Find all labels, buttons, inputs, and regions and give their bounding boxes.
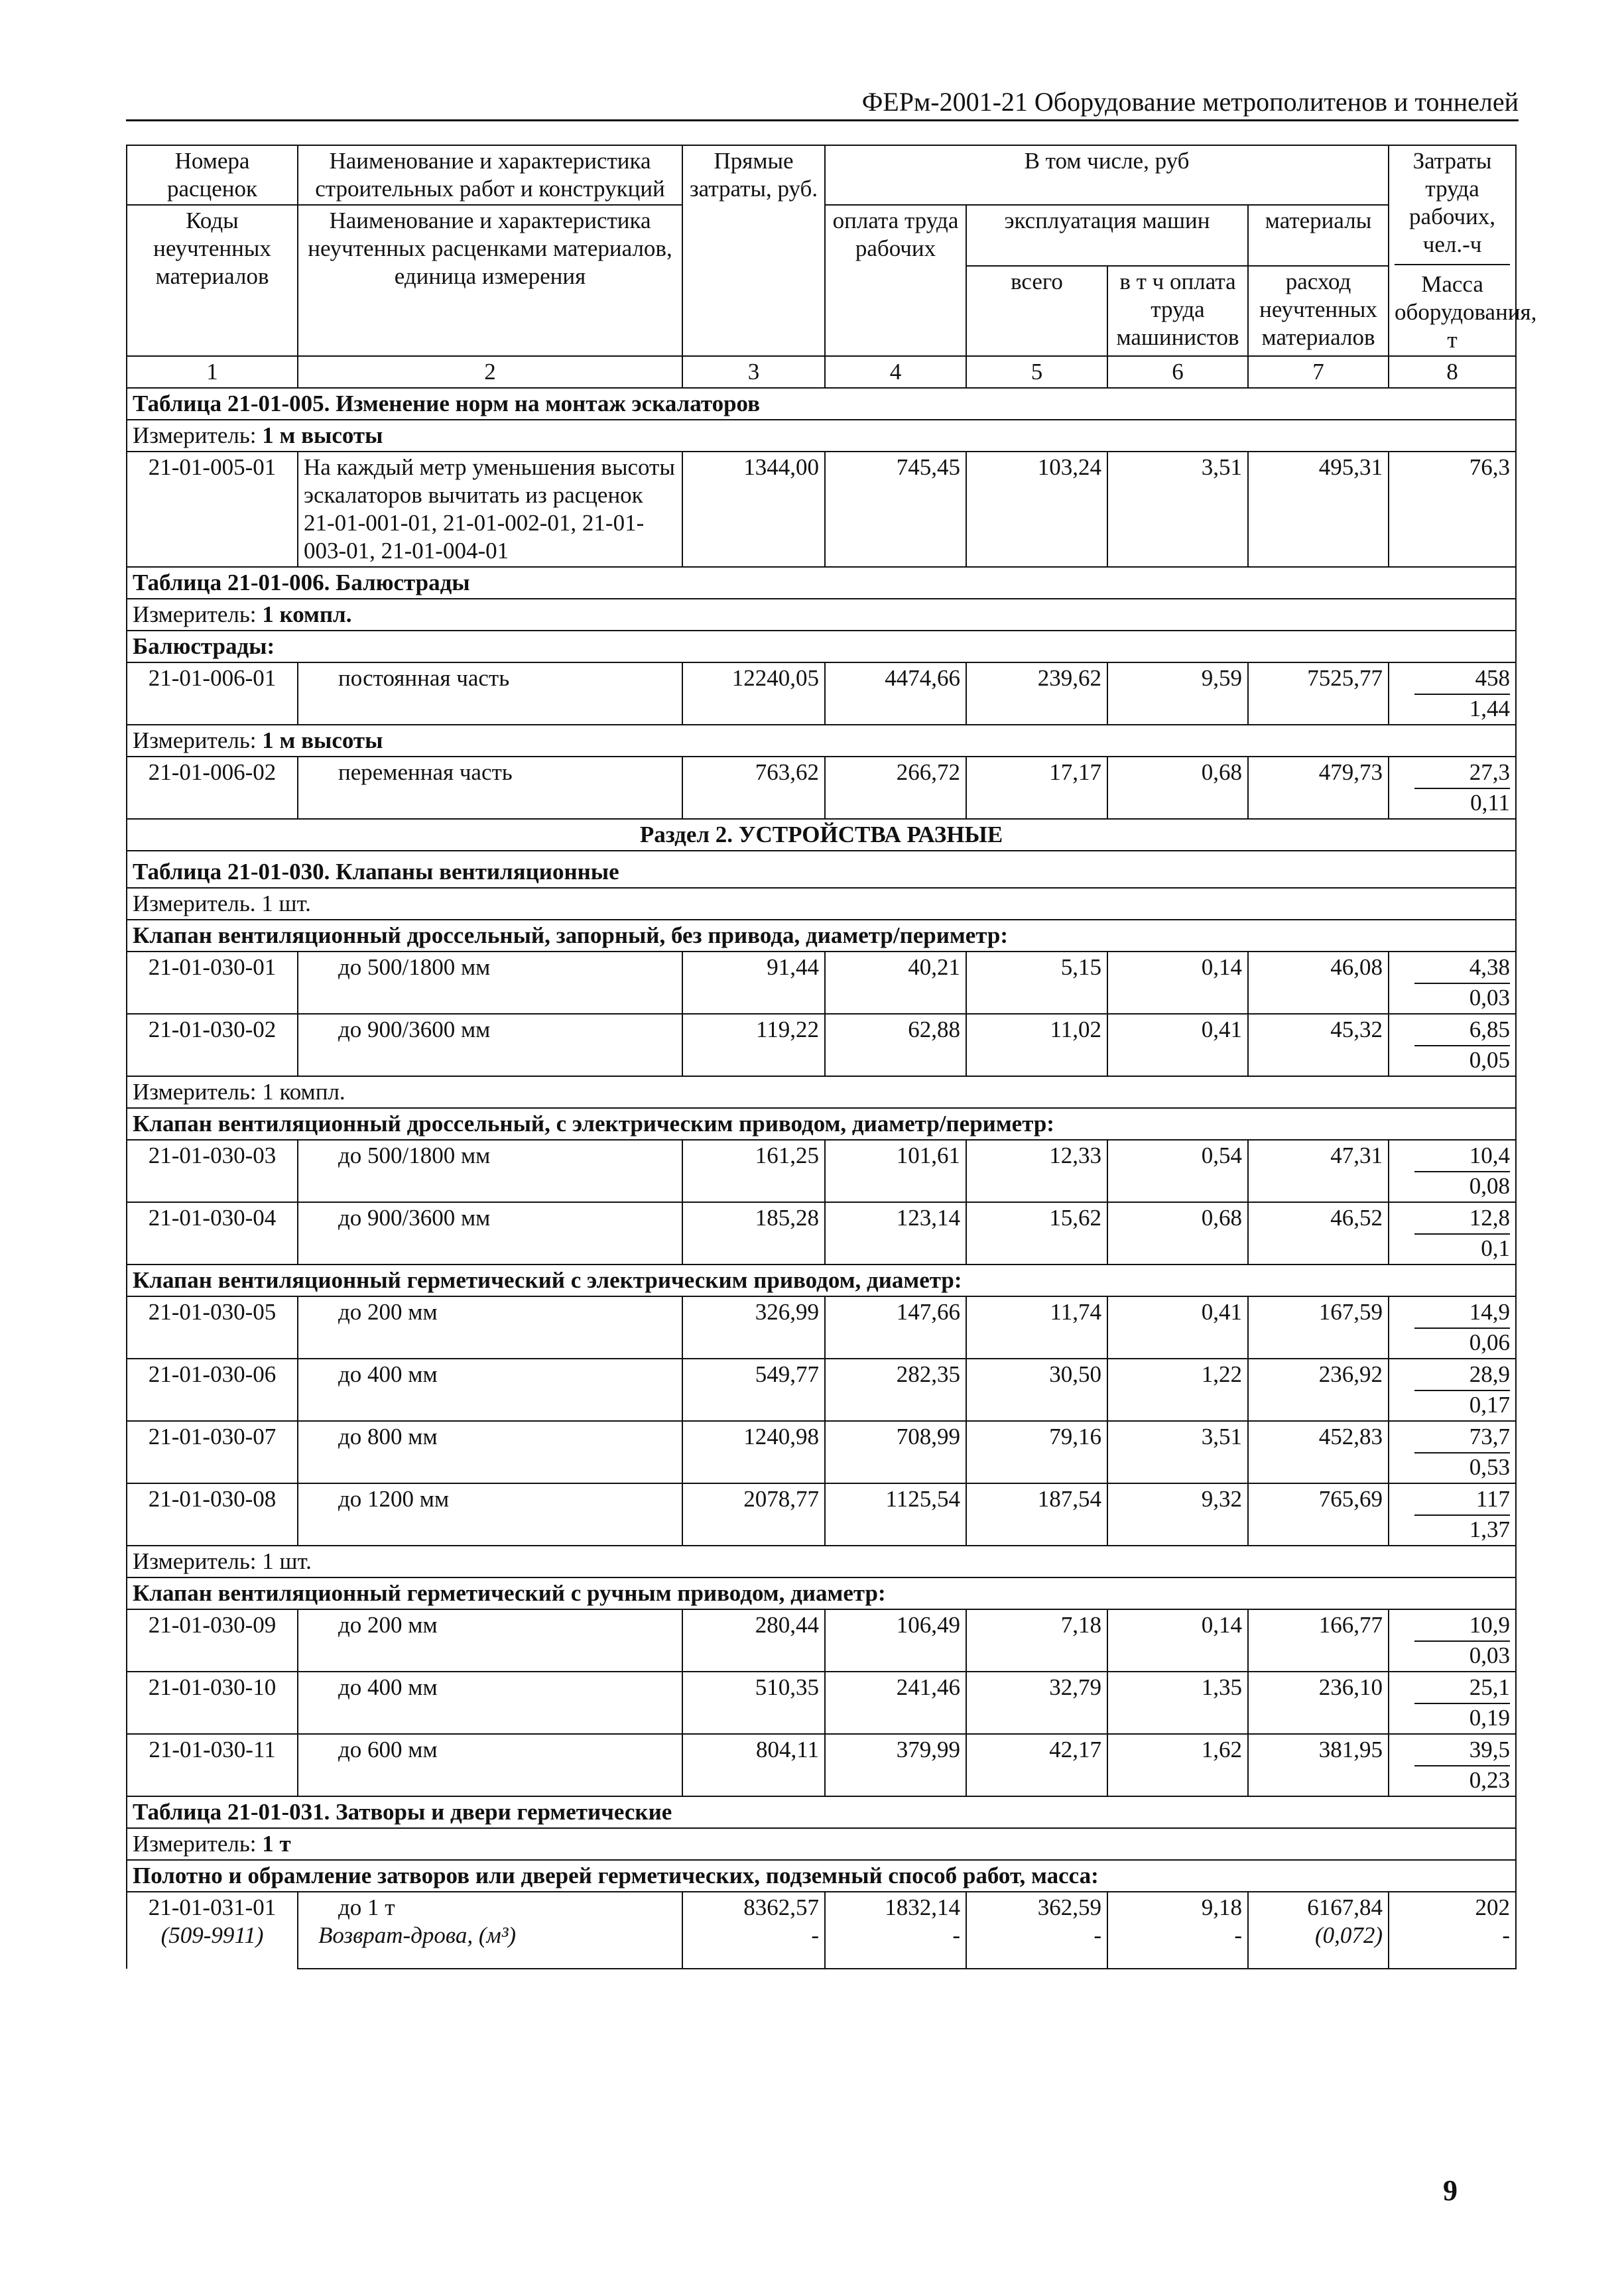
materials-cost: 166,77: [1248, 1609, 1389, 1672]
material-direct: -: [811, 1922, 819, 1948]
equipment-mass: 0,1: [1481, 1235, 1511, 1261]
equipment-mass: 0,05: [1469, 1047, 1511, 1073]
materials-cost: 7525,77: [1248, 662, 1389, 725]
measure-unit: 1 т: [262, 1831, 291, 1857]
machinist-labor: 9,59: [1107, 662, 1248, 725]
machinist-labor: 0,41: [1107, 1296, 1248, 1359]
labor-hours: 202: [1475, 1894, 1511, 1920]
machine-cost: 15,62: [966, 1202, 1107, 1265]
direct-cost: 549,77: [682, 1359, 825, 1421]
labor-hours: 117: [1414, 1485, 1510, 1516]
measure-unit: 1 м высоты: [262, 422, 383, 448]
labor-cost: 62,88: [825, 1014, 966, 1076]
labor-cost: 1832,14: [885, 1894, 960, 1920]
labor-cost: 101,61: [825, 1140, 966, 1202]
machine-cost: 42,17: [966, 1734, 1107, 1796]
direct-cost: 763,62: [682, 757, 825, 819]
table-030-group-3: Клапан вентиляционный герметический с электрическим приводом, диаметр:: [127, 1265, 1516, 1296]
machine-cost: 12,33: [966, 1140, 1107, 1202]
hdr-col2-top: Наименование и характеристика строительных работ и конструкций: [298, 145, 682, 205]
hdr-col1-top: Номера расценок: [127, 145, 298, 205]
machine-cost: 103,24: [966, 452, 1107, 567]
material-amount: (0,072): [1314, 1922, 1383, 1948]
colnum-1: 1: [127, 356, 298, 388]
direct-cost: 119,22: [682, 1014, 825, 1076]
table-row: [127, 1296, 1516, 1359]
table-030-group-4: Клапан вентиляционный герметический с ручным приводом, диаметр:: [127, 1577, 1516, 1609]
table-031-measure: [127, 1828, 1516, 1860]
direct-cost: 161,25: [682, 1140, 825, 1202]
materials-cost: 765,69: [1248, 1483, 1389, 1546]
machine-cost: 11,02: [966, 1014, 1107, 1076]
labor-hours: 76,3: [1389, 452, 1516, 567]
hdr-col8: [1389, 145, 1537, 356]
hours-mass: [1389, 1140, 1516, 1202]
machinist-labor: 1,22: [1107, 1359, 1248, 1421]
machine-cost: 239,62: [966, 662, 1107, 725]
materials-cost: 46,08: [1248, 952, 1389, 1014]
machinist-labor: 0,41: [1107, 1014, 1248, 1076]
rate-name: до 200 мм: [298, 1296, 682, 1359]
equipment-mass: 0,23: [1469, 1767, 1511, 1793]
header-rule: [126, 119, 1519, 121]
table-row: [127, 1483, 1516, 1546]
machine-cost: 187,54: [966, 1483, 1107, 1546]
materials-cost: 381,95: [1248, 1734, 1389, 1796]
equipment-mass: 0,03: [1469, 985, 1511, 1011]
material-name: Возврат-дрова, (м³): [318, 1922, 516, 1948]
labor-hours: 12,8: [1414, 1204, 1510, 1235]
hdr-col3: Прямые затраты, руб.: [682, 145, 825, 356]
labor-hours: 27,3: [1414, 759, 1510, 789]
hdr-col1-bottom: Коды неучтенных материалов: [127, 205, 298, 356]
table-006-measure-2: [127, 725, 1516, 757]
materials-cost: 167,59: [1248, 1296, 1389, 1359]
labor-cost: 708,99: [825, 1421, 966, 1483]
materials-cost: 495,31: [1248, 452, 1389, 567]
equipment-mass: 0,08: [1469, 1173, 1511, 1199]
header-row-1: [127, 145, 1516, 205]
labor-cost: 147,66: [825, 1296, 966, 1359]
rate-name: до 500/1800 мм: [298, 1140, 682, 1202]
hours-mass: [1389, 757, 1516, 819]
machine-cost: 32,79: [966, 1672, 1107, 1734]
labor-cost: 106,49: [825, 1609, 966, 1672]
machinist-labor: 0,14: [1107, 1609, 1248, 1672]
direct-cost: 280,44: [682, 1609, 825, 1672]
rate-name: переменная часть: [298, 757, 682, 819]
rate-code: 21-01-006-02: [127, 757, 298, 819]
machine-cost: 11,74: [966, 1296, 1107, 1359]
rate-code-cell: [127, 1892, 298, 1969]
colnum-7: 7: [1248, 356, 1389, 388]
table-006-measure-1: [127, 599, 1516, 631]
running-header: ФЕРм-2001-21 Оборудование метрополитенов и тоннелей: [861, 87, 1519, 117]
direct-cost: 12240,05: [682, 662, 825, 725]
table-row: [127, 1672, 1516, 1734]
table-row: [127, 1421, 1516, 1483]
table-row: [127, 757, 1516, 819]
rates-table: [126, 145, 1537, 1969]
rate-name: до 400 мм: [298, 1672, 682, 1734]
table-030-measure-2: Измеритель: 1 компл.: [127, 1076, 1516, 1108]
machine-cost: 7,18: [966, 1609, 1107, 1672]
table-row: [127, 452, 1516, 567]
machinist-labor: 0,54: [1107, 1140, 1248, 1202]
rate-code: 21-01-030-07: [127, 1421, 298, 1483]
hours-mass: [1389, 1296, 1516, 1359]
measure-label: Измеритель:: [133, 727, 263, 753]
table-006-group: Балюстрады:: [127, 631, 1516, 662]
machine-cost: 5,15: [966, 952, 1107, 1014]
rate-code: 21-01-030-09: [127, 1609, 298, 1672]
rate-code: 21-01-030-04: [127, 1202, 298, 1265]
labor-hours: 4,38: [1414, 954, 1510, 984]
labor-hours: 6,85: [1414, 1016, 1510, 1046]
direct-cost: 510,35: [682, 1672, 825, 1734]
direct-cost: 804,11: [682, 1734, 825, 1796]
table-row: [127, 1359, 1516, 1421]
table-031-group: Полотно и обрамление затворов или дверей герметических, подземный способ работ, масса:: [127, 1860, 1516, 1892]
colnum-4: 4: [825, 356, 966, 388]
machinist-labor: 0,68: [1107, 1202, 1248, 1265]
hours-mass: [1389, 1359, 1516, 1421]
materials-cost: 236,92: [1248, 1359, 1389, 1421]
column-numbers-row: [127, 356, 1516, 388]
rate-name: до 800 мм: [298, 1421, 682, 1483]
hdr-col7: расход неучтенных материалов: [1248, 266, 1389, 356]
hdr-col5: всего: [966, 266, 1107, 356]
measure-label: Измеритель:: [133, 1831, 263, 1857]
rate-code: 21-01-030-11: [127, 1734, 298, 1796]
machinist-labor: 0,68: [1107, 757, 1248, 819]
rate-name: до 400 мм: [298, 1359, 682, 1421]
materials-cost: 45,32: [1248, 1014, 1389, 1076]
table-030-measure-3: Измеритель: 1 шт.: [127, 1546, 1516, 1577]
table-row: [127, 662, 1516, 725]
materials-cost: 47,31: [1248, 1140, 1389, 1202]
measure-unit: 1 компл.: [262, 601, 352, 627]
measure-label: Измеритель:: [133, 422, 263, 448]
equipment-mass: 0,53: [1469, 1454, 1511, 1480]
materials-cost: 46,52: [1248, 1202, 1389, 1265]
materials-cost: 6167,84: [1307, 1894, 1383, 1920]
hours-mass: [1389, 1014, 1516, 1076]
rate-code: 21-01-030-08: [127, 1483, 298, 1546]
rate-name: постоянная часть: [298, 662, 682, 725]
hdr-col4: оплата труда рабочих: [825, 205, 966, 356]
table-005-title: Таблица 21-01-005. Изменение норм на монтаж эскалаторов: [127, 388, 1516, 420]
materials-cost: 479,73: [1248, 757, 1389, 819]
labor-hours: 14,9: [1414, 1298, 1510, 1329]
page-number: 9: [1443, 2174, 1458, 2207]
material-mach-labor: -: [1234, 1922, 1242, 1948]
table-030-group-2: Клапан вентиляционный дроссельный, с электрическим приводом, диаметр/периметр:: [127, 1108, 1516, 1140]
hours-mass: [1389, 1672, 1516, 1734]
colnum-6: 6: [1107, 356, 1248, 388]
hdr-machines: эксплуатация машин: [966, 205, 1248, 266]
materials-cost: 452,83: [1248, 1421, 1389, 1483]
rate-code: 21-01-031-01: [148, 1894, 277, 1920]
equipment-mass: 0,06: [1469, 1329, 1511, 1355]
direct-cost: 91,44: [682, 952, 825, 1014]
direct-cost: 1344,00: [682, 452, 825, 567]
rate-name: до 900/3600 мм: [298, 1202, 682, 1265]
rate-code: 21-01-006-01: [127, 662, 298, 725]
table-005-measure: [127, 420, 1516, 452]
material-hours: -: [1502, 1922, 1511, 1948]
table-030-measure-1: Измеритель. 1 шт.: [127, 888, 1516, 920]
machine-cost: 362,59: [1037, 1894, 1101, 1920]
hours-mass: [1389, 1483, 1516, 1546]
machine-cost: 17,17: [966, 757, 1107, 819]
rate-code: 21-01-030-05: [127, 1296, 298, 1359]
labor-hours: 458: [1414, 664, 1510, 695]
rate-name: На каждый метр уменьшения высоты эскалаторов вычитать из расценок 21-01-001-01, 21-01-002-01, 21-01-003-01, 21-01-004-01: [298, 452, 682, 567]
direct-cost: 185,28: [682, 1202, 825, 1265]
machinist-labor: 3,51: [1107, 452, 1248, 567]
rate-name: до 1 т: [338, 1894, 395, 1920]
labor-hours: 10,9: [1414, 1611, 1510, 1642]
rate-code: 21-01-030-10: [127, 1672, 298, 1734]
labor-hours: 39,5: [1414, 1736, 1510, 1766]
direct-cost: 326,99: [682, 1296, 825, 1359]
table-030-title: Таблица 21-01-030. Клапаны вентиляционные: [127, 851, 1516, 888]
rate-name: до 200 мм: [298, 1609, 682, 1672]
hdr-col8-top: Затраты труда рабочих, чел.-ч: [1395, 147, 1510, 265]
rate-name: до 600 мм: [298, 1734, 682, 1796]
direct-cost: 1240,98: [682, 1421, 825, 1483]
direct-cost: 2078,77: [682, 1483, 825, 1546]
rate-code: 21-01-030-02: [127, 1014, 298, 1076]
rate-code: 21-01-030-03: [127, 1140, 298, 1202]
labor-cost: 379,99: [825, 1734, 966, 1796]
table-row: [127, 1014, 1516, 1076]
machinist-labor: 9,32: [1107, 1483, 1248, 1546]
rate-name-cell: [298, 1892, 682, 1969]
labor-hours: 25,1: [1414, 1674, 1510, 1704]
machinist-labor: 9,18: [1201, 1894, 1242, 1920]
table-row: [127, 1892, 1516, 1969]
equipment-mass: 0,11: [1470, 790, 1511, 816]
table-row: [127, 1140, 1516, 1202]
rate-code: 21-01-005-01: [127, 452, 298, 567]
machine-cost: 79,16: [966, 1421, 1107, 1483]
table-row: [127, 1202, 1516, 1265]
hdr-col6: в т ч оплата труда машинистов: [1107, 266, 1248, 356]
machinist-labor: 1,35: [1107, 1672, 1248, 1734]
hours-mass: [1389, 662, 1516, 725]
colnum-2: 2: [298, 356, 682, 388]
rate-name: до 900/3600 мм: [298, 1014, 682, 1076]
labor-hours: 73,7: [1414, 1423, 1510, 1453]
rate-code: 21-01-030-01: [127, 952, 298, 1014]
rate-code: 21-01-030-06: [127, 1359, 298, 1421]
rate-name: до 1200 мм: [298, 1483, 682, 1546]
hdr-col2-bottom: Наименование и характеристика неучтенных расценками материалов, единица измерения: [298, 205, 682, 356]
table-030-group-1: Клапан вентиляционный дроссельный, запорный, без привода, диаметр/периметр:: [127, 920, 1516, 952]
labor-cost: 1125,54: [825, 1483, 966, 1546]
measure-label: Измеритель:: [133, 601, 263, 627]
rate-name: до 500/1800 мм: [298, 952, 682, 1014]
direct-cost: 8362,57: [743, 1894, 819, 1920]
colnum-5: 5: [966, 356, 1107, 388]
hours-mass: [1389, 1421, 1516, 1483]
section-title: Раздел 2. УСТРОЙСТВА РАЗНЫЕ: [127, 819, 1516, 851]
machinist-labor: 0,14: [1107, 952, 1248, 1014]
labor-cost: 241,46: [825, 1672, 966, 1734]
hours-mass: [1389, 952, 1516, 1014]
labor-hours: 28,9: [1414, 1361, 1510, 1391]
colnum-3: 3: [682, 356, 825, 388]
hours-mass: [1389, 1609, 1516, 1672]
hdr-col8-bottom: Масса оборудования, т: [1395, 271, 1537, 353]
labor-cost: 745,45: [825, 452, 966, 567]
labor-cost: 123,14: [825, 1202, 966, 1265]
table-row: [127, 952, 1516, 1014]
hdr-incl: В том числе, руб: [825, 145, 1389, 205]
equipment-mass: 0,19: [1469, 1705, 1511, 1731]
labor-hours: 10,4: [1414, 1142, 1510, 1172]
material-labor: -: [952, 1922, 960, 1948]
labor-cost: 282,35: [825, 1359, 966, 1421]
machine-cost: 30,50: [966, 1359, 1107, 1421]
labor-cost: 40,21: [825, 952, 966, 1014]
machinist-labor: 1,62: [1107, 1734, 1248, 1796]
labor-cost: 266,72: [825, 757, 966, 819]
equipment-mass: 0,17: [1469, 1392, 1511, 1418]
table-031-title: Таблица 21-01-031. Затворы и двери герметические: [127, 1796, 1516, 1828]
hours-mass: [1389, 1734, 1516, 1796]
machinist-labor: 3,51: [1107, 1421, 1248, 1483]
table-row: [127, 1734, 1516, 1796]
materials-cost: 236,10: [1248, 1672, 1389, 1734]
colnum-8: 8: [1389, 356, 1516, 388]
material-code: (509-9911): [160, 1922, 264, 1948]
equipment-mass: 0,03: [1469, 1642, 1511, 1668]
table-006-title: Таблица 21-01-006. Балюстрады: [127, 567, 1516, 599]
equipment-mass: 1,44: [1469, 696, 1511, 721]
labor-cost: 4474,66: [825, 662, 966, 725]
equipment-mass: 1,37: [1469, 1516, 1511, 1542]
measure-unit: 1 м высоты: [262, 727, 383, 753]
hdr-materials: материалы: [1248, 205, 1389, 266]
table-row: [127, 1609, 1516, 1672]
material-mach: -: [1093, 1922, 1101, 1948]
hours-mass: [1389, 1202, 1516, 1265]
